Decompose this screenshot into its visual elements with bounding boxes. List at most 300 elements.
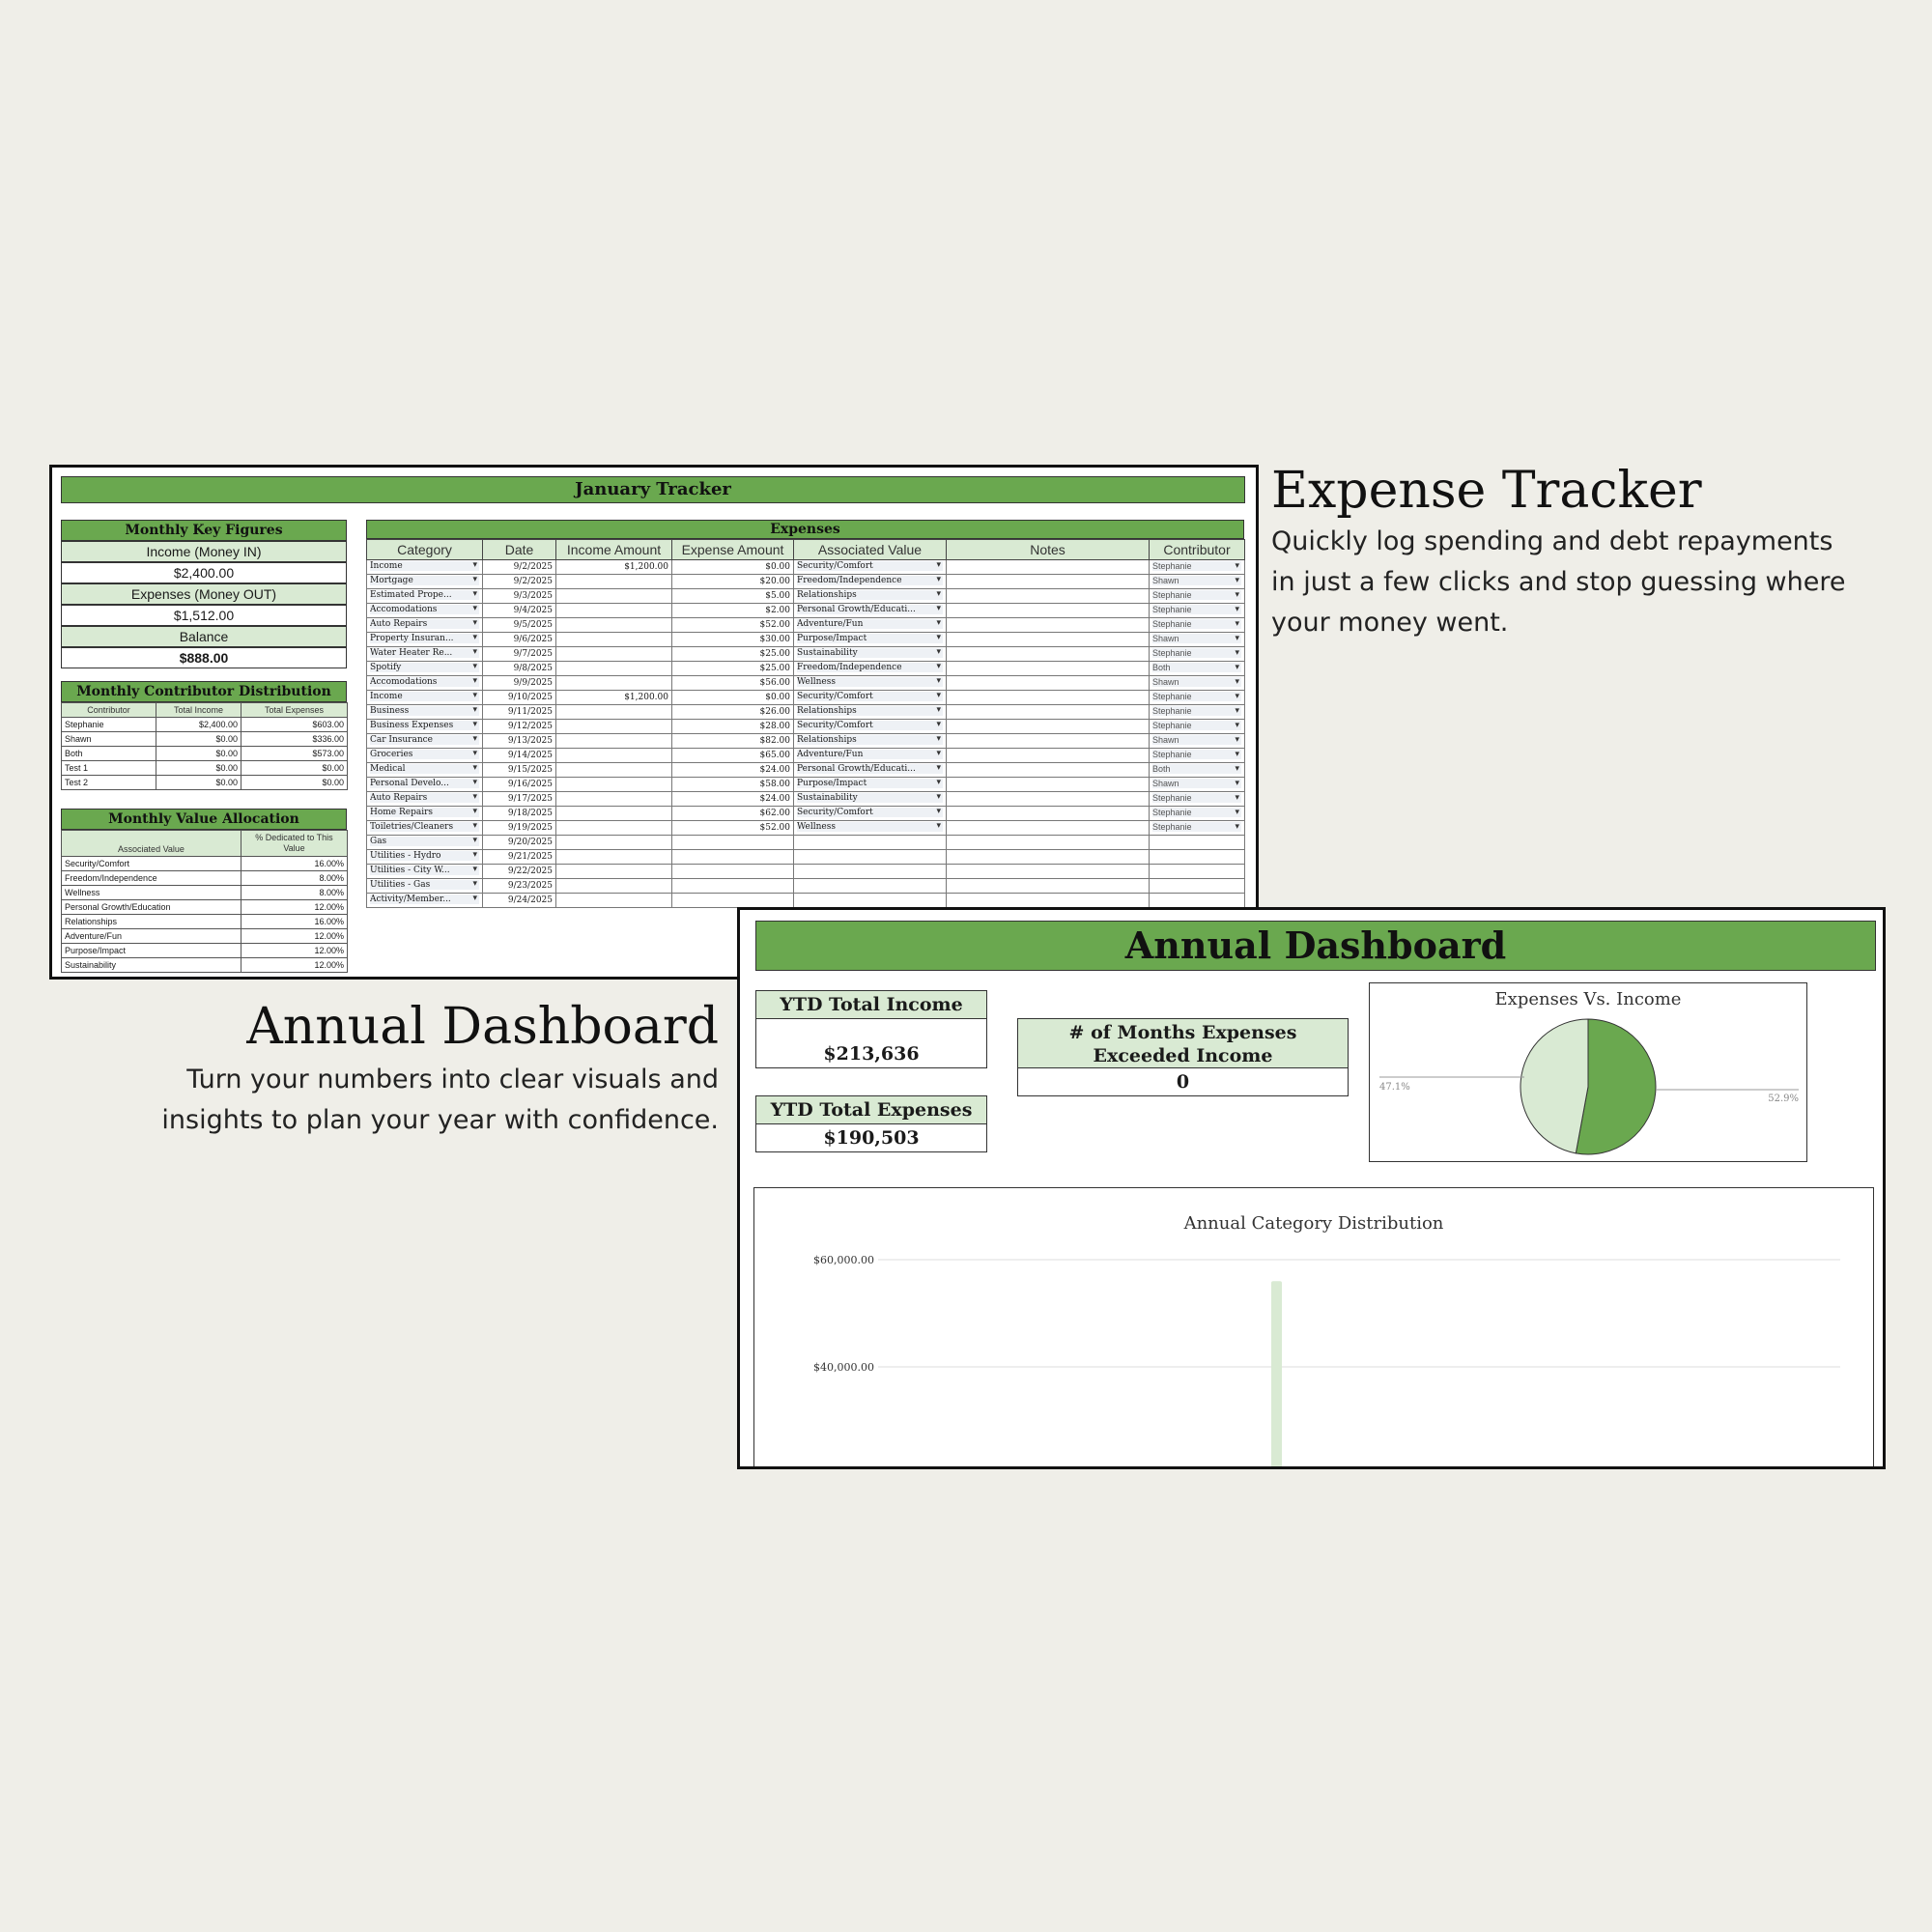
cell: Security/Comfort xyxy=(62,857,242,871)
cell[interactable] xyxy=(794,662,947,676)
cell[interactable] xyxy=(947,676,1150,691)
cell[interactable] xyxy=(947,691,1150,705)
category-dropdown[interactable]: Personal Develo... ▾ xyxy=(370,779,479,788)
cell: Stephanie xyxy=(62,718,156,732)
cell: 12.00% xyxy=(242,929,348,944)
value-dropdown[interactable]: Relationships ▾ xyxy=(797,590,943,600)
value-dropdown[interactable]: Sustainability ▾ xyxy=(797,793,943,803)
table-row xyxy=(367,894,1245,908)
contributor-title: Monthly Contributor Distribution xyxy=(61,681,347,702)
category-dropdown[interactable]: Property Insuran... ▾ xyxy=(370,634,479,643)
cell: $56.00 xyxy=(672,676,794,691)
cell[interactable] xyxy=(947,647,1150,662)
category-dropdown[interactable]: Activity/Member... ▾ xyxy=(370,895,479,904)
cell[interactable] xyxy=(367,662,483,676)
cell[interactable] xyxy=(947,749,1150,763)
cell[interactable] xyxy=(367,604,483,618)
category-dropdown[interactable]: Business ▾ xyxy=(370,706,479,716)
cell: 9/24/2025 xyxy=(483,894,556,908)
cell: 16.00% xyxy=(242,915,348,929)
cell: Test 2 xyxy=(62,776,156,790)
cell: 9/18/2025 xyxy=(483,807,556,821)
table-row xyxy=(367,879,1245,894)
cell[interactable] xyxy=(1150,691,1245,705)
contributor-distribution xyxy=(61,681,347,790)
cell: Adventure/Fun xyxy=(62,929,242,944)
cell: $25.00 xyxy=(672,647,794,662)
cell: $1,200.00 xyxy=(556,691,672,705)
value-allocation-title: Monthly Value Allocation xyxy=(61,809,347,830)
cell[interactable] xyxy=(794,749,947,763)
category-dropdown[interactable]: Car Insurance ▾ xyxy=(370,735,479,745)
cell[interactable] xyxy=(794,850,947,865)
cell: $24.00 xyxy=(672,792,794,807)
category-dropdown[interactable]: Auto Repairs ▾ xyxy=(370,793,479,803)
cell[interactable] xyxy=(947,763,1150,778)
cell[interactable] xyxy=(1150,850,1245,865)
cell[interactable] xyxy=(1150,807,1245,821)
value-dropdown[interactable]: Security/Comfort ▾ xyxy=(797,561,943,571)
table-row xyxy=(62,944,348,958)
cell[interactable] xyxy=(947,705,1150,720)
cell[interactable] xyxy=(1150,836,1245,850)
contributor-dropdown[interactable]: Stephanie ▾ xyxy=(1152,822,1241,832)
table-row xyxy=(367,676,1245,691)
cell: 9/19/2025 xyxy=(483,821,556,836)
value-allocation xyxy=(61,809,347,973)
contributor-dropdown[interactable]: Shawn ▾ xyxy=(1152,677,1241,687)
value-dropdown[interactable]: Freedom/Independence ▾ xyxy=(797,576,943,585)
cell[interactable] xyxy=(367,763,483,778)
expenses-body xyxy=(367,560,1245,908)
cell[interactable] xyxy=(947,604,1150,618)
cell: 9/4/2025 xyxy=(483,604,556,618)
cell: 8.00% xyxy=(242,871,348,886)
y-tick-label: $60,000.00 xyxy=(813,1254,874,1266)
expense-caption-text: Quickly log spending and debt repayments in just a few clicks and stop guessing where your money went. xyxy=(1271,526,1846,638)
cell: 12.00% xyxy=(242,900,348,915)
cell[interactable] xyxy=(367,850,483,865)
cell: $0.00 xyxy=(156,761,242,776)
value-dropdown[interactable]: Wellness ▾ xyxy=(797,822,943,832)
cell[interactable] xyxy=(794,647,947,662)
value-dropdown[interactable]: Wellness ▾ xyxy=(797,677,943,687)
cell[interactable] xyxy=(1150,604,1245,618)
cell: 9/12/2025 xyxy=(483,720,556,734)
cell[interactable] xyxy=(947,879,1150,894)
cell xyxy=(672,836,794,850)
y-tick-label: $40,000.00 xyxy=(813,1361,874,1374)
table-row xyxy=(367,604,1245,618)
value-dropdown[interactable]: Adventure/Fun ▾ xyxy=(797,750,943,759)
cell xyxy=(556,763,672,778)
cell[interactable] xyxy=(794,720,947,734)
cell: $82.00 xyxy=(672,734,794,749)
cell: 9/22/2025 xyxy=(483,865,556,879)
months-exceeded-value: 0 xyxy=(1017,1067,1349,1096)
cell[interactable] xyxy=(367,633,483,647)
expenses-value: $1,512.00 xyxy=(61,605,347,626)
category-dropdown[interactable]: Auto Repairs ▾ xyxy=(370,619,479,629)
annual-caption-text: Turn your numbers into clear visuals and insights to plan your year with confidence. xyxy=(161,1065,719,1135)
table-row xyxy=(62,732,348,747)
cell[interactable] xyxy=(1150,821,1245,836)
cell[interactable] xyxy=(1150,662,1245,676)
cell: $1,200.00 xyxy=(556,560,672,575)
category-dropdown[interactable]: Income ▾ xyxy=(370,561,479,571)
pie-label: 47.1% xyxy=(1379,1082,1410,1093)
cell[interactable] xyxy=(1150,865,1245,879)
cell: Purpose/Impact xyxy=(62,944,242,958)
cell[interactable] xyxy=(794,705,947,720)
contributor-header[interactable]: Contributor xyxy=(1150,540,1245,560)
pie-chart-title: Expenses Vs. Income xyxy=(1494,989,1682,1009)
value-dropdown[interactable]: Freedom/Independence ▾ xyxy=(797,663,943,672)
associated-value-header[interactable]: Associated Value xyxy=(794,540,947,560)
table-row xyxy=(367,647,1245,662)
contributor-dropdown[interactable]: Stephanie ▾ xyxy=(1152,605,1241,614)
cell[interactable] xyxy=(794,633,947,647)
cell[interactable] xyxy=(947,720,1150,734)
expense-amount-header[interactable]: Expense Amount xyxy=(672,540,794,560)
cell: $0.00 xyxy=(672,560,794,575)
category-dropdown[interactable]: Mortgage ▾ xyxy=(370,576,479,585)
cell: $603.00 xyxy=(242,718,348,732)
cell: 9/7/2025 xyxy=(483,647,556,662)
cell[interactable] xyxy=(947,589,1150,604)
cell: $20.00 xyxy=(672,575,794,589)
value-dropdown[interactable]: Security/Comfort ▾ xyxy=(797,692,943,701)
cell: Test 1 xyxy=(62,761,156,776)
cell: $65.00 xyxy=(672,749,794,763)
cell: 9/13/2025 xyxy=(483,734,556,749)
cell[interactable] xyxy=(367,589,483,604)
cell[interactable] xyxy=(947,836,1150,850)
category-dropdown[interactable]: Utilities - Hydro ▾ xyxy=(370,851,479,861)
cell: 9/3/2025 xyxy=(483,589,556,604)
cell[interactable] xyxy=(1150,879,1245,894)
cell[interactable] xyxy=(794,604,947,618)
associated-value-header: Associated Value xyxy=(62,831,242,857)
cell[interactable] xyxy=(794,894,947,908)
cell[interactable] xyxy=(794,879,947,894)
cell[interactable] xyxy=(1150,575,1245,589)
category-dropdown[interactable]: Groceries ▾ xyxy=(370,750,479,759)
cell[interactable] xyxy=(367,734,483,749)
expenses-label: Expenses (Money OUT) xyxy=(61,583,347,605)
pie-label: 52.9% xyxy=(1768,1094,1799,1104)
category-dropdown[interactable]: Business Expenses ▾ xyxy=(370,721,479,730)
cell[interactable] xyxy=(947,807,1150,821)
table-row xyxy=(62,747,348,761)
cell xyxy=(556,575,672,589)
cell: $62.00 xyxy=(672,807,794,821)
cell[interactable] xyxy=(794,575,947,589)
cell[interactable] xyxy=(367,691,483,705)
contributor-dropdown[interactable]: Shawn ▾ xyxy=(1152,779,1241,788)
table-row xyxy=(62,900,348,915)
cell[interactable] xyxy=(794,734,947,749)
value-dropdown[interactable]: Sustainability ▾ xyxy=(797,648,943,658)
cell[interactable] xyxy=(947,821,1150,836)
category-dropdown[interactable]: Accomodations ▾ xyxy=(370,605,479,614)
cell: $0.00 xyxy=(672,691,794,705)
contributor-dropdown[interactable]: Shawn ▾ xyxy=(1152,634,1241,643)
value-table xyxy=(61,830,348,973)
contributor-dropdown[interactable]: Shawn ▾ xyxy=(1152,576,1241,585)
cell[interactable] xyxy=(947,734,1150,749)
contributor-dropdown[interactable]: Stephanie ▾ xyxy=(1152,750,1241,759)
key-figures-title: Monthly Key Figures xyxy=(61,520,347,541)
value-dropdown[interactable]: Relationships ▾ xyxy=(797,706,943,716)
dashboard-panel xyxy=(737,907,1886,1469)
date-header[interactable]: Date xyxy=(483,540,556,560)
cell[interactable] xyxy=(367,879,483,894)
cell[interactable] xyxy=(1150,792,1245,807)
cell[interactable] xyxy=(367,676,483,691)
table-row xyxy=(367,836,1245,850)
cell xyxy=(556,894,672,908)
value-dropdown[interactable]: Security/Comfort ▾ xyxy=(797,808,943,817)
cell[interactable] xyxy=(367,720,483,734)
category-dropdown[interactable]: Utilities - City W... ▾ xyxy=(370,866,479,875)
cell[interactable] xyxy=(1150,560,1245,575)
table-row xyxy=(367,589,1245,604)
tracker-panel xyxy=(49,465,1259,980)
cell[interactable] xyxy=(947,894,1150,908)
table-row xyxy=(367,734,1245,749)
value-dropdown[interactable]: Personal Growth/Educati... ▾ xyxy=(797,605,943,614)
total-expenses-header: Total Expenses xyxy=(242,703,348,718)
cell[interactable] xyxy=(794,821,947,836)
table-row xyxy=(367,618,1245,633)
category-dropdown[interactable]: Estimated Prope... ▾ xyxy=(370,590,479,600)
cell xyxy=(556,821,672,836)
table-row xyxy=(367,633,1245,647)
contributor-dropdown[interactable]: Stephanie ▾ xyxy=(1152,648,1241,658)
cell[interactable] xyxy=(1150,647,1245,662)
ytd-expenses-label: YTD Total Expenses xyxy=(755,1095,987,1124)
category-header[interactable]: Category xyxy=(367,540,483,560)
cell: Sustainability xyxy=(62,958,242,973)
category-dropdown[interactable]: Gas ▾ xyxy=(370,837,479,846)
table-row xyxy=(367,749,1245,763)
cell[interactable] xyxy=(1150,763,1245,778)
ytd-expenses-value: $190,503 xyxy=(755,1123,987,1152)
cell: $2.00 xyxy=(672,604,794,618)
cell[interactable] xyxy=(794,589,947,604)
key-figures xyxy=(61,520,347,668)
contributor-dropdown[interactable]: Stephanie ▾ xyxy=(1152,590,1241,600)
cell: $0.00 xyxy=(156,732,242,747)
cell[interactable] xyxy=(1150,589,1245,604)
table-row xyxy=(367,560,1245,575)
pie-slice xyxy=(1520,1019,1588,1153)
cell[interactable] xyxy=(1150,749,1245,763)
cell[interactable] xyxy=(1150,676,1245,691)
cell: $336.00 xyxy=(242,732,348,747)
value-dropdown[interactable]: Relationships ▾ xyxy=(797,735,943,745)
category-dropdown[interactable]: Accomodations ▾ xyxy=(370,677,479,687)
cell[interactable] xyxy=(794,865,947,879)
cell xyxy=(672,894,794,908)
table-row xyxy=(367,705,1245,720)
cell: 9/11/2025 xyxy=(483,705,556,720)
cell: 16.00% xyxy=(242,857,348,871)
balance-value: $888.00 xyxy=(61,647,347,668)
expenses-title: Expenses xyxy=(366,520,1244,539)
notes-header[interactable]: Notes xyxy=(947,540,1150,560)
cell[interactable] xyxy=(947,575,1150,589)
cell[interactable] xyxy=(947,792,1150,807)
cell[interactable] xyxy=(794,560,947,575)
table-row xyxy=(62,776,348,790)
contributor-dropdown[interactable]: Both ▾ xyxy=(1152,764,1241,774)
category-dropdown[interactable]: Toiletries/Cleaners ▾ xyxy=(370,822,479,832)
value-dropdown[interactable]: Purpose/Impact ▾ xyxy=(797,634,943,643)
cell[interactable] xyxy=(947,850,1150,865)
cell[interactable] xyxy=(367,618,483,633)
category-dropdown[interactable]: Income ▾ xyxy=(370,692,479,701)
cell[interactable] xyxy=(1150,778,1245,792)
bar-chart-box xyxy=(753,1187,1874,1469)
table-row xyxy=(367,807,1245,821)
table-row xyxy=(62,886,348,900)
table-row xyxy=(62,871,348,886)
cell[interactable] xyxy=(794,763,947,778)
cell: 9/23/2025 xyxy=(483,879,556,894)
category-dropdown[interactable]: Spotify ▾ xyxy=(370,663,479,672)
income-value: $2,400.00 xyxy=(61,562,347,583)
cell[interactable] xyxy=(367,647,483,662)
cell[interactable] xyxy=(1150,720,1245,734)
income-label: Income (Money IN) xyxy=(61,541,347,562)
cell xyxy=(672,879,794,894)
contributor-dropdown[interactable]: Stephanie ▾ xyxy=(1152,706,1241,716)
category-dropdown[interactable]: Utilities - Gas ▾ xyxy=(370,880,479,890)
cell xyxy=(556,647,672,662)
cell[interactable] xyxy=(794,618,947,633)
ytd-income-value: $213,636 xyxy=(755,1018,987,1068)
cell[interactable] xyxy=(1150,734,1245,749)
cell[interactable] xyxy=(794,836,947,850)
contributor-table xyxy=(61,702,348,790)
cell: $30.00 xyxy=(672,633,794,647)
cell: Relationships xyxy=(62,915,242,929)
cell: $0.00 xyxy=(242,776,348,790)
category-dropdown[interactable]: Water Heater Re... ▾ xyxy=(370,648,479,658)
cell[interactable] xyxy=(794,792,947,807)
pie-chart xyxy=(1370,983,1806,1161)
cell[interactable] xyxy=(1150,705,1245,720)
table-row xyxy=(62,761,348,776)
value-dropdown[interactable]: Purpose/Impact ▾ xyxy=(797,779,943,788)
table-row xyxy=(367,865,1245,879)
cell[interactable] xyxy=(794,778,947,792)
cell[interactable] xyxy=(1150,894,1245,908)
cell[interactable] xyxy=(1150,633,1245,647)
cell xyxy=(556,836,672,850)
contributor-dropdown[interactable]: Stephanie ▾ xyxy=(1152,721,1241,730)
cell[interactable] xyxy=(947,560,1150,575)
balance-label: Balance xyxy=(61,626,347,647)
cell[interactable] xyxy=(367,560,483,575)
cell: 9/9/2025 xyxy=(483,676,556,691)
cell xyxy=(556,720,672,734)
percent-header: % Dedicated to This Value xyxy=(242,831,348,857)
value-dropdown[interactable]: Adventure/Fun ▾ xyxy=(797,619,943,629)
cell[interactable] xyxy=(794,676,947,691)
contributor-dropdown[interactable]: Both ▾ xyxy=(1152,663,1241,672)
value-dropdown[interactable]: Personal Growth/Educati... ▾ xyxy=(797,764,943,774)
contributor-dropdown[interactable]: Stephanie ▾ xyxy=(1152,808,1241,817)
cell[interactable] xyxy=(367,821,483,836)
cell[interactable] xyxy=(947,865,1150,879)
cell: $5.00 xyxy=(672,589,794,604)
cell: 9/2/2025 xyxy=(483,575,556,589)
contributor-dropdown[interactable]: Stephanie ▾ xyxy=(1152,793,1241,803)
cell: $58.00 xyxy=(672,778,794,792)
dashboard-title: Annual Dashboard xyxy=(755,921,1876,971)
bar-chart xyxy=(754,1188,1873,1469)
table-row xyxy=(367,850,1245,865)
bar-chart-title: Annual Category Distribution xyxy=(1183,1213,1444,1234)
cell[interactable] xyxy=(367,705,483,720)
cell[interactable] xyxy=(794,691,947,705)
category-dropdown[interactable]: Medical ▾ xyxy=(370,764,479,774)
ytd-income-label: YTD Total Income xyxy=(755,990,987,1019)
cell[interactable] xyxy=(367,807,483,821)
value-dropdown[interactable]: Security/Comfort ▾ xyxy=(797,721,943,730)
cell xyxy=(556,676,672,691)
cell xyxy=(556,749,672,763)
contributor-dropdown[interactable]: Shawn ▾ xyxy=(1152,735,1241,745)
cell: $25.00 xyxy=(672,662,794,676)
cell xyxy=(672,850,794,865)
category-dropdown[interactable]: Home Repairs ▾ xyxy=(370,808,479,817)
cell[interactable] xyxy=(367,865,483,879)
cell[interactable] xyxy=(367,778,483,792)
contributor-dropdown[interactable]: Stephanie ▾ xyxy=(1152,619,1241,629)
cell[interactable] xyxy=(367,894,483,908)
cell[interactable] xyxy=(947,662,1150,676)
table-row xyxy=(367,662,1245,676)
cell xyxy=(556,633,672,647)
cell[interactable] xyxy=(367,749,483,763)
cell[interactable] xyxy=(794,807,947,821)
cell: 9/17/2025 xyxy=(483,792,556,807)
cell: $2,400.00 xyxy=(156,718,242,732)
table-row xyxy=(367,792,1245,807)
income-amount-header[interactable]: Income Amount xyxy=(556,540,672,560)
cell[interactable] xyxy=(947,633,1150,647)
expense-caption-title: Expense Tracker xyxy=(1271,462,1702,520)
cell xyxy=(556,792,672,807)
annual-caption-title: Annual Dashboard xyxy=(246,998,719,1056)
cell: Both xyxy=(62,747,156,761)
cell[interactable] xyxy=(1150,618,1245,633)
cell: $26.00 xyxy=(672,705,794,720)
cell[interactable] xyxy=(947,778,1150,792)
cell[interactable] xyxy=(367,836,483,850)
cell[interactable] xyxy=(367,792,483,807)
contributor-dropdown[interactable]: Stephanie ▾ xyxy=(1152,692,1241,701)
cell[interactable] xyxy=(947,618,1150,633)
cell xyxy=(556,604,672,618)
cell[interactable] xyxy=(367,575,483,589)
contributor-dropdown[interactable]: Stephanie ▾ xyxy=(1152,561,1241,571)
table-row xyxy=(367,821,1245,836)
